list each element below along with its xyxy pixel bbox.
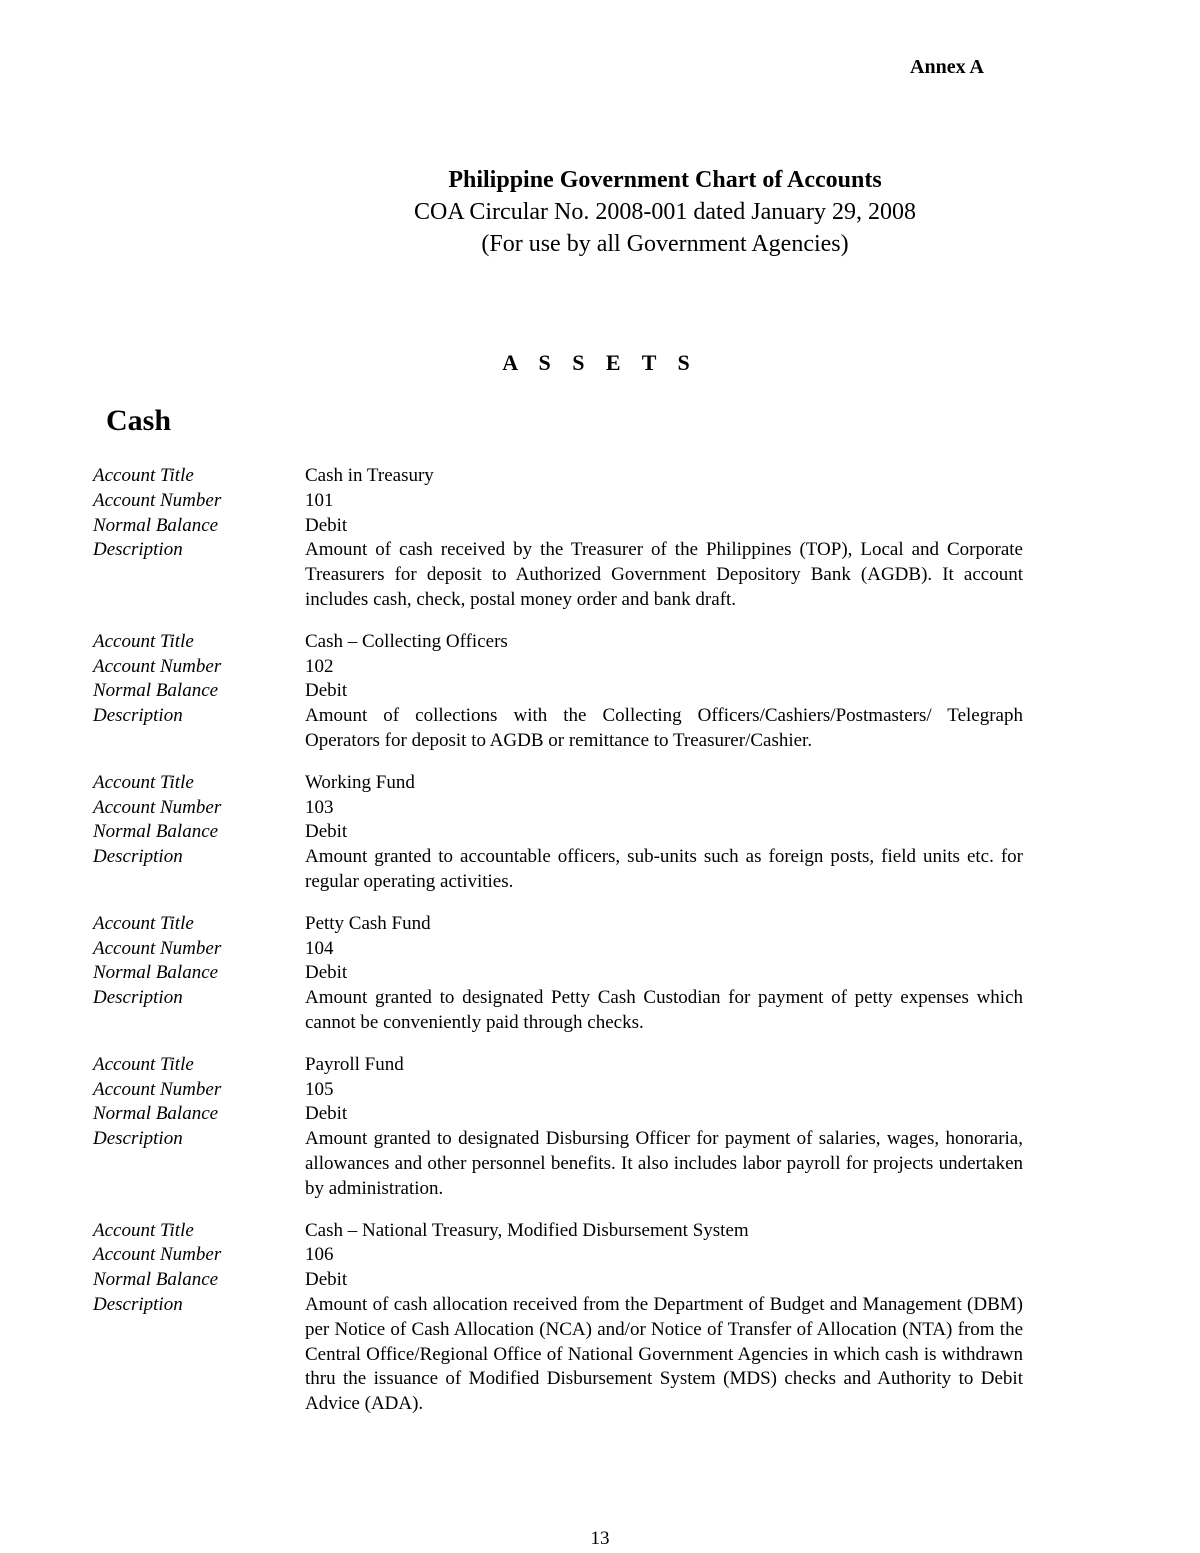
account-title-label: Account Title xyxy=(93,1053,194,1075)
account-entry xyxy=(93,1219,1023,1417)
normal-balance-value: Debit xyxy=(305,962,348,984)
account-title-label: Account Title xyxy=(93,465,194,486)
normal-balance-label: Normal Balance xyxy=(93,514,219,536)
annex-label: Annex A xyxy=(910,56,984,78)
description-label: Description xyxy=(93,539,183,561)
page-number: 13 xyxy=(590,1528,610,1549)
description-label: Description xyxy=(93,846,183,868)
account-title-value: Payroll Fund xyxy=(305,1053,404,1075)
account-title-value: Cash in Treasury xyxy=(305,465,434,486)
description-value: Amount of cash allocation received from the Department of Budget and Management (DBM) per Notice of Cash Allocation (NCA) and/or Notice of Transfer of Allocation (NTA) from the Central Office/Regional Office of National Government Agencies in which cash is withdrawn thru the issuance of Modified Disbursement System (MDS) checks and Authority to Debit Advice (ADA). xyxy=(305,1293,1023,1415)
normal-balance-label: Normal Balance xyxy=(93,821,219,843)
account-list xyxy=(93,464,1023,1434)
account-title-value: Petty Cash Fund xyxy=(305,912,431,934)
document-title-block xyxy=(0,164,1200,260)
account-entry xyxy=(93,771,1023,895)
normal-balance-label: Normal Balance xyxy=(93,1269,219,1291)
account-number-value: 104 xyxy=(305,937,334,959)
account-title-label: Account Title xyxy=(93,771,194,793)
account-number-value: 105 xyxy=(305,1078,334,1100)
account-number-value: 106 xyxy=(305,1244,334,1266)
description-label: Description xyxy=(93,1293,183,1315)
account-entry xyxy=(93,912,1023,1036)
normal-balance-value: Debit xyxy=(305,1269,348,1291)
account-title-value: Cash – Collecting Officers xyxy=(305,630,508,652)
account-title-label: Account Title xyxy=(93,1219,194,1241)
circular-reference: COA Circular No. 2008-001 dated January 29, 2008 xyxy=(414,199,916,225)
section-heading: A S S E T S xyxy=(502,350,698,375)
description-label: Description xyxy=(93,705,183,727)
account-number-label: Account Number xyxy=(93,1244,222,1266)
description-label: Description xyxy=(93,987,183,1009)
normal-balance-label: Normal Balance xyxy=(93,962,219,984)
normal-balance-label: Normal Balance xyxy=(93,680,219,702)
description-value: Amount of cash received by the Treasurer of the Philippines (TOP), Local and Corporate Treasurers for deposit to Authorized Government Depository Bank (AGDB). It account includes cash, check, postal money order and bank draft. xyxy=(305,539,1023,610)
account-number-label: Account Number xyxy=(93,1078,222,1100)
account-title-label: Account Title xyxy=(93,630,194,652)
account-entry xyxy=(93,630,1023,754)
category-heading: Cash xyxy=(106,404,172,437)
account-number-label: Account Number xyxy=(93,796,222,818)
normal-balance-value: Debit xyxy=(305,680,348,702)
account-number-value: 102 xyxy=(305,655,334,677)
account-number-label: Account Number xyxy=(93,655,222,677)
description-label: Description xyxy=(93,1128,183,1150)
account-number-label: Account Number xyxy=(93,937,222,959)
normal-balance-value: Debit xyxy=(305,514,348,536)
normal-balance-label: Normal Balance xyxy=(93,1103,219,1125)
account-entry xyxy=(93,464,1023,613)
account-title-value: Working Fund xyxy=(305,771,415,793)
account-number-label: Account Number xyxy=(93,489,222,511)
account-title-label: Account Title xyxy=(93,912,194,934)
account-number-value: 103 xyxy=(305,796,334,818)
document-title: Philippine Government Chart of Accounts xyxy=(448,167,882,193)
normal-balance-value: Debit xyxy=(305,821,348,843)
normal-balance-value: Debit xyxy=(305,1103,348,1125)
usage-note: (For use by all Government Agencies) xyxy=(481,231,849,257)
description-value: Amount granted to designated Disbursing Officer for payment of salaries, wages, honoraria, allowances and other personnel benefits. It also includes labor payroll for projects undertaken by administration. xyxy=(305,1128,1023,1199)
description-value: Amount of collections with the Collecting Officers/Cashiers/Postmasters/ Telegraph Operators for deposit to AGDB or remittance to Treasurer/Cashier. xyxy=(305,705,1023,751)
account-number-value: 101 xyxy=(305,489,334,511)
account-title-value: Cash – National Treasury, Modified Disbursement System xyxy=(305,1219,749,1241)
description-value: Amount granted to designated Petty Cash Custodian for payment of petty expenses which cannot be conveniently paid through checks. xyxy=(305,987,1023,1033)
description-value: Amount granted to accountable officers, sub-units such as foreign posts, field units etc. for regular operating activities. xyxy=(305,846,1023,892)
account-entry xyxy=(93,1053,1023,1202)
